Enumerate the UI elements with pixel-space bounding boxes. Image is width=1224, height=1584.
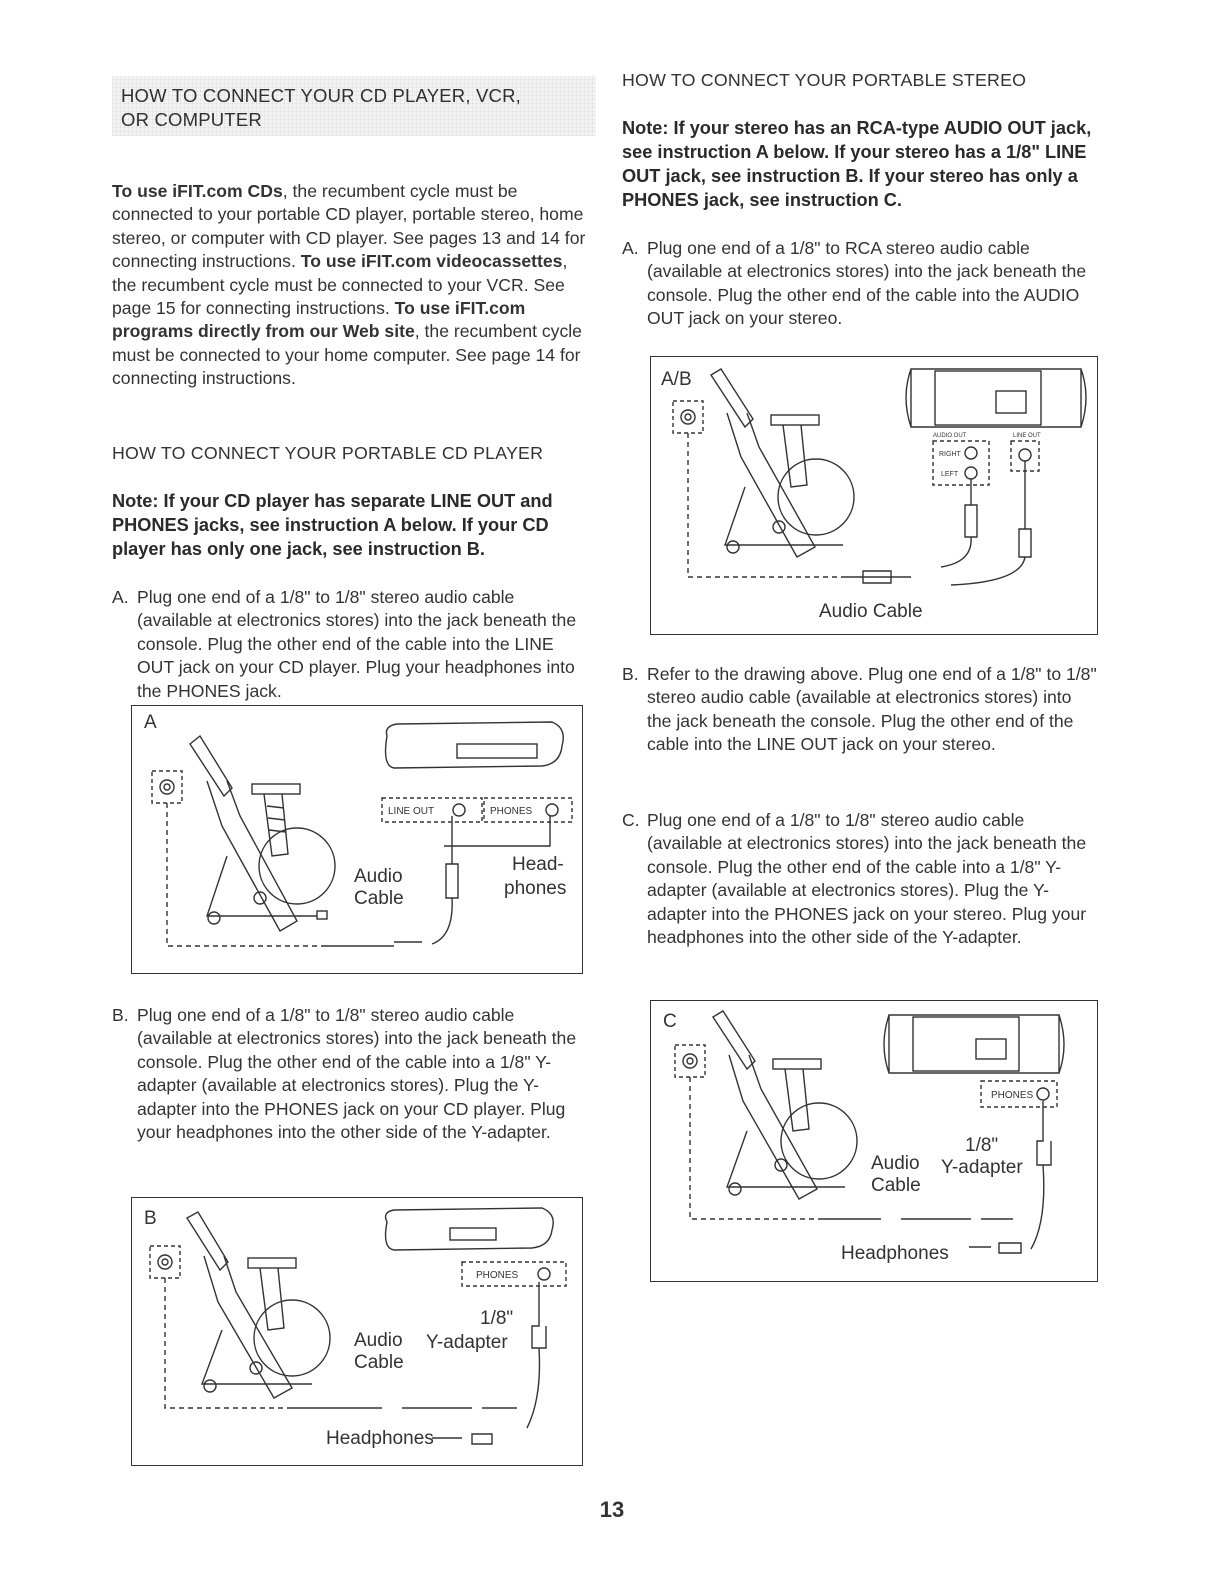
svg-text:PHONES: PHONES <box>490 806 533 817</box>
cd-step-a-text: Plug one end of a 1/8" to 1/8" stereo audio cable (available at electronics stores) into the jack beneath the console. Plug the other end of the cable into the LINE OUT jack on your CD player. Plug your headphones into the PHONES jack. <box>137 587 577 701</box>
svg-text:PHONES: PHONES <box>476 1270 519 1281</box>
svg-text:Headphones: Headphones <box>841 1243 949 1264</box>
cd-player-heading: HOW TO CONNECT YOUR PORTABLE CD PLAYER <box>112 443 544 463</box>
stereo-step-c: C. Plug one end of a 1/8" to 1/8" stereo audio cable (available at electronics stores) into the jack beneath the console. Plug the other end of the cable into a 1/8" Y-adapter (available at electronics stores). Plug the Y-adapter into the PHONES jack on your stereo. Plug your headphones into the other side of the Y-adapter. <box>622 809 1100 949</box>
svg-text:Cable: Cable <box>354 888 404 909</box>
figure-b-drawing <box>132 1198 584 1467</box>
intro-run: , the recumbent cycle must be connected to your VCR. See page 15 for connecting instructions. <box>112 251 568 319</box>
svg-text:phones: phones <box>504 878 567 899</box>
intro-run: , the recumbent cycle must be connected to your portable CD player, portable stereo, home stereo, or computer with CD player. See pages 13 and 14 for connecting instructions. <box>112 181 586 272</box>
svg-text:1/8": 1/8" <box>965 1135 999 1156</box>
figure-c-label: C <box>663 1011 677 1032</box>
cd-step-a: A. Plug one end of a 1/8" to 1/8" stereo audio cable (available at electronics stores) into the jack beneath the console. Plug the other end of the cable into the LINE OUT jack on your CD player. Plug your headphones into the PHONES jack. <box>112 586 588 703</box>
svg-text:LEFT: LEFT <box>941 471 959 478</box>
svg-text:Audio: Audio <box>871 1153 920 1174</box>
svg-text:LINE OUT: LINE OUT <box>1013 433 1041 439</box>
figure-b-label: B <box>144 1208 157 1229</box>
stereo-step-a-text: Plug one end of a 1/8" to RCA stereo audio cable (available at electronics stores) into the jack beneath the console. Plug the other end of the cable into the AUDIO OUT jack on your stereo. <box>647 238 1087 329</box>
stereo-note: Note: If your stereo has an RCA-type AUDIO OUT jack, see instruction A below. If your stereo has a 1/8" LINE OUT jack, see instruction B. If your stereo has only a PHONES jack, see instruction C. <box>622 118 1092 210</box>
page-number: 13 <box>599 1497 625 1522</box>
stereo-step-b-text: Refer to the drawing above. Plug one end of a 1/8" to 1/8" stereo audio cable (available at electronics stores) into the jack beneath the console. Plug the other end of the cable into the LINE OUT jack on your stereo. <box>647 664 1097 755</box>
svg-text:AUDIO OUT: AUDIO OUT <box>933 433 967 439</box>
stereo-step-c-text: Plug one end of a 1/8" to 1/8" stereo audio cable (available at electronics stores) into the jack beneath the console. Plug the other end of the cable into a 1/8" Y-adapter (available at electronics stores). Plug the Y-adapter into the PHONES jack on your stereo. Plug your headphones into the other side of the Y-adapter. <box>647 810 1087 948</box>
section-banner <box>112 76 596 136</box>
figure-a-drawing <box>132 706 584 975</box>
figure-b <box>131 1197 583 1466</box>
svg-text:Headphones: Headphones <box>326 1428 434 1449</box>
figure-c-drawing <box>651 1001 1099 1283</box>
svg-text:LINE OUT: LINE OUT <box>388 806 435 817</box>
svg-text:Y-adapter: Y-adapter <box>426 1332 508 1353</box>
intro-paragraph <box>112 180 596 391</box>
stereo-heading: HOW TO CONNECT YOUR PORTABLE STEREO <box>622 70 1027 90</box>
svg-text:Cable: Cable <box>871 1175 921 1196</box>
stereo-step-a: A. Plug one end of a 1/8" to RCA stereo audio cable (available at electronics stores) into the jack beneath the console. Plug the other end of the cable into the AUDIO OUT jack on your stereo. <box>622 237 1100 331</box>
svg-text:Audio: Audio <box>354 1330 403 1351</box>
figure-ab <box>650 356 1098 635</box>
svg-text:PHONES: PHONES <box>991 1090 1034 1101</box>
svg-text:Audio: Audio <box>354 866 403 887</box>
intro-run: To use iFIT.com programs directly from our Web site <box>112 298 526 342</box>
figure-ab-drawing <box>651 357 1099 636</box>
section-banner-title: HOW TO CONNECT YOUR CD PLAYER, VCR, OR COMPUTER <box>121 85 522 130</box>
cd-player-note: Note: If your CD player has separate LINE OUT and PHONES jacks, see instruction A below. If your CD player has only one jack, see instruction B. <box>112 491 553 559</box>
figure-a-label: A <box>144 712 157 733</box>
figure-a <box>131 705 583 974</box>
figure-c <box>650 1000 1098 1282</box>
cd-step-b: B. Plug one end of a 1/8" to 1/8" stereo audio cable (available at electronics stores) into the jack beneath the console. Plug the other end of the cable into a 1/8" Y-adapter (available at electronics stores). Plug the Y-adapter into the PHONES jack on your CD player. Plug your headphones into the other side of the Y-adapter. <box>112 1004 588 1144</box>
svg-text:Audio Cable: Audio Cable <box>819 601 923 622</box>
stereo-step-b: B. Refer to the drawing above. Plug one end of a 1/8" to 1/8" stereo audio cable (available at electronics stores) into the jack beneath the console. Plug the other end of the cable into the LINE OUT jack on your stereo. <box>622 663 1100 757</box>
svg-text:Cable: Cable <box>354 1352 404 1373</box>
cd-step-b-text: Plug one end of a 1/8" to 1/8" stereo audio cable (available at electronics stores) into the jack beneath the console. Plug the other end of the cable into a 1/8" Y-adapter (available at electronics stores). Plug the Y-adapter into the PHONES jack on your CD player. Plug your headphones into the other side of the Y-adapter. <box>137 1005 577 1143</box>
svg-text:RIGHT: RIGHT <box>939 451 961 458</box>
svg-text:Y-adapter: Y-adapter <box>941 1157 1023 1178</box>
intro-run: To use iFIT.com videocassettes <box>300 251 563 272</box>
svg-text:Head-: Head- <box>512 854 564 875</box>
svg-text:1/8": 1/8" <box>480 1308 514 1329</box>
intro-run: , the recumbent cycle must be connected to your home computer. See page 14 for connecting instructions. <box>112 321 582 389</box>
figure-ab-label: A/B <box>661 369 692 390</box>
intro-run: To use iFIT.com CDs <box>112 181 283 201</box>
